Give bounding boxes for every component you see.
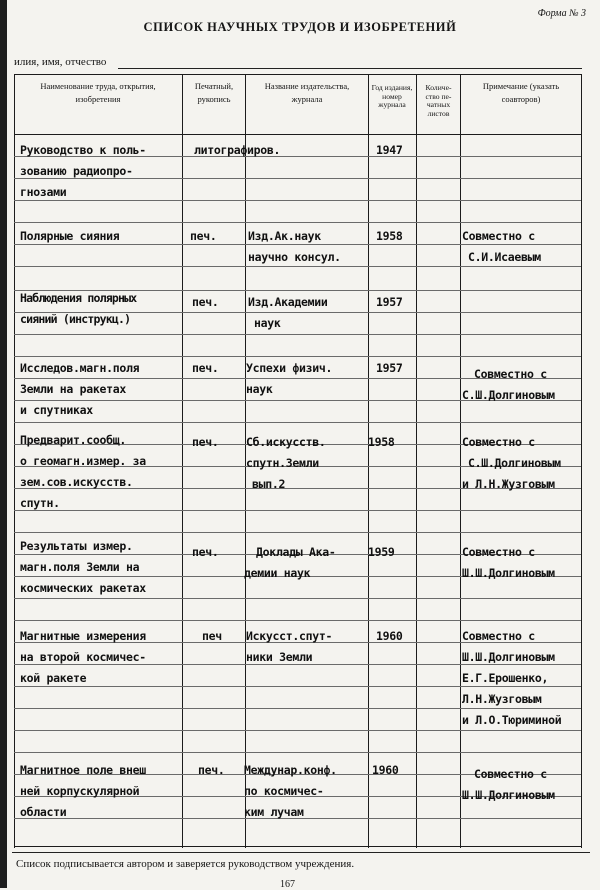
entry-8-year: 1960: [372, 763, 399, 777]
entry-6-name: Результаты измер. магн.поля Земли на космических ракетах: [20, 539, 146, 595]
entry-2-note: Совместно с С.И.Исаевым: [462, 229, 541, 264]
col-header-name: Наименование труда, открытия, изобретения: [40, 81, 156, 105]
entry-6-year: 1959: [368, 545, 395, 559]
entry-6-printed: печ.: [192, 545, 219, 559]
entry-7-name: Магнитные измерения на второй космичес- кой ракете: [20, 629, 146, 685]
entry-3-printed: печ.: [192, 295, 219, 309]
entry-1-printed: литографиров.: [194, 143, 281, 157]
entry-8-note: Совместно с Ш.Ш.Долгиновым: [462, 767, 555, 802]
entry-8-publisher: Междунар.конф. по космичес- ким лучам: [244, 763, 337, 819]
entry-2-year: 1958: [376, 229, 403, 243]
entry-1-name: Руководство к поль- зованию радиопро- гнозами: [20, 143, 146, 199]
entry-4-year: 1957: [376, 361, 403, 375]
fio-label: илия, имя, отчество: [14, 56, 107, 68]
entry-8-name: Магнитное поле внеш ней корпускулярной области: [20, 763, 146, 819]
entry-2-name: Полярные сияния: [20, 229, 120, 243]
entry-4-publisher: Успехи физич. наук: [246, 361, 333, 396]
entry-3-name: Наблюдения полярных сияний (инструкц.): [20, 291, 137, 326]
entry-7-note: Совместно с Ш.Ш.Долгиновым Е.Г.Ерошенко, Л.Н.Жузговым и Л.О.Тюриминой: [462, 629, 562, 727]
entry-5-publisher: Сб.искусств. спутн.Земли вып.2: [246, 435, 326, 491]
col-header-printed: Печатный, рукопись: [194, 81, 234, 105]
col-header-note: Примечание (указать соавторов): [482, 81, 560, 105]
entry-2-printed: печ.: [190, 229, 217, 243]
entry-4-note: Совместно с С.Ш.Долгиновым: [462, 367, 555, 402]
footer-note: Список подписывается автором и заверяется руководством учреждения.: [16, 858, 355, 870]
fio-underline: [118, 68, 582, 69]
page-number: 167: [280, 879, 295, 890]
entry-3-publisher: Изд.Академии наук: [248, 295, 328, 330]
entry-2-publisher: Изд.Ак.наук научно консул.: [248, 229, 341, 264]
col-header-sheets: Количе- ство пе- чатных листов: [425, 83, 452, 119]
page-title: СПИСОК НАУЧНЫХ ТРУДОВ И ИЗОБРЕТЕНИЙ: [143, 20, 457, 34]
entry-7-printed: печ: [202, 629, 222, 643]
form-number: Форма № 3: [537, 8, 586, 19]
works-table: [14, 74, 582, 848]
entry-7-year: 1960: [376, 629, 403, 643]
entry-6-publisher: Доклады Ака- демии наук: [244, 545, 336, 580]
entry-1-year: 1947: [376, 143, 403, 157]
entry-5-year: 1958: [368, 435, 395, 449]
scan-edge-shadow: [0, 0, 7, 888]
entry-8-printed: печ.: [198, 763, 225, 777]
col-header-publisher: Название издательства, журнала: [264, 81, 350, 105]
entry-4-printed: печ.: [192, 361, 219, 375]
entry-6-note: Совместно с Ш.Ш.Долгиновым: [462, 545, 555, 580]
col-header-year: Год издания, номер журнала: [371, 83, 413, 110]
footer-rule: [12, 852, 590, 853]
entry-5-name: Предварит.сообщ. о геомагн.измер. за зем.сов.искусств. спутн.: [20, 433, 146, 510]
entry-7-publisher: Искусст.спут- ники Земли: [246, 629, 333, 664]
entry-5-note: Совместно с С.Ш.Долгиновым и Л.Н.Жузговым: [462, 435, 561, 491]
entry-4-name: Исследов.магн.поля Земли на ракетах и спутниках: [20, 361, 140, 417]
entry-5-printed: печ.: [192, 435, 219, 449]
entry-3-year: 1957: [376, 295, 403, 309]
